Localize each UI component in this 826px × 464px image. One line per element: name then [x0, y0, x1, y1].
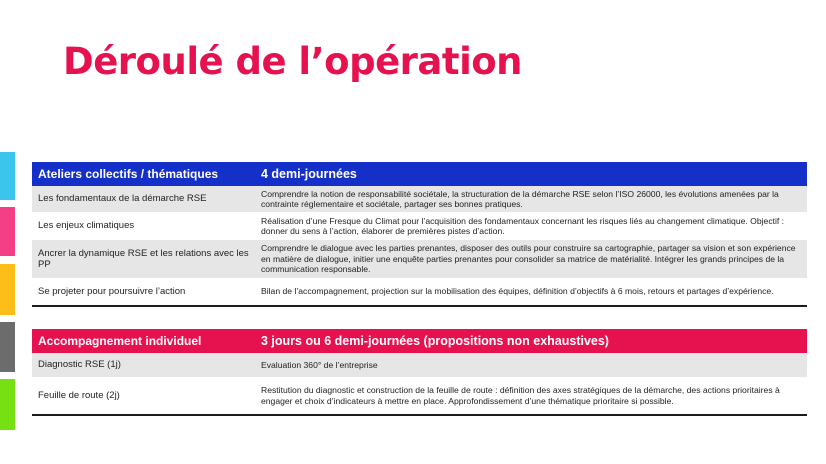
table-row — [32, 353, 807, 377]
sidebar-color-bar-cyan — [0, 152, 15, 200]
sidebar-color-bar-gray — [0, 322, 15, 372]
header-collective-workshops: Ateliers collectifs / thématiques — [32, 162, 255, 186]
header-duration: 3 jours ou 6 demi-journées (propositions non exhaustives) — [255, 329, 807, 353]
header-individual-support: Accompagnement individuel — [32, 329, 255, 353]
table-row — [32, 377, 807, 415]
sidebar-color-bar-green — [0, 379, 15, 430]
row-description: Réalisation d’une Fresque du Climat pour l’acquisition des fondamentaux concernant les risques liés au changement climatique. Objectif : donner du sens à l’action, élaborer de premières pistes d’action. — [255, 212, 807, 240]
page-title: Déroulé de l’opération — [63, 40, 523, 83]
row-description: Comprendre le dialogue avec les parties prenantes, disposer des outils pour construire sa cartographie, partager sa vision et son expérience en matière de dialogue, initier une enquête parties prenantes pour consolider sa matrice de matérialité. Intégrer les grands principes de la communication responsable. — [255, 240, 807, 278]
table-row — [32, 212, 807, 240]
row-label: Diagnostic RSE (1j) — [32, 353, 255, 377]
row-label: Ancrer la dynamique RSE et les relations avec les PP — [32, 240, 255, 278]
table-header-row — [32, 329, 807, 353]
table-header-row — [32, 162, 807, 186]
row-description: Evaluation 360° de l’entreprise — [255, 353, 807, 377]
individual-support-table — [32, 329, 807, 416]
row-description: Bilan de l’accompagnement, projection sur la mobilisation des équipes, définition d’objectifs à 6 mois, retours et partages d’expérience. — [255, 278, 807, 306]
row-label: Se projeter pour poursuivre l’action — [32, 278, 255, 306]
table-row — [32, 186, 807, 212]
collective-workshops-table — [32, 162, 807, 307]
row-description: Comprendre la notion de responsabilité sociétale, la structuration de la démarche RSE selon l’ISO 26000, les évolutions amenées par la contrainte réglementaire et sociétale, partager ses bonnes pratiques. — [255, 186, 807, 212]
row-label: Les fondamentaux de la démarche RSE — [32, 186, 255, 212]
row-label: Feuille de route (2j) — [32, 377, 255, 415]
row-description: Restitution du diagnostic et construction de la feuille de route : définition des axes stratégiques de la démarche, des actions prioritaires à engager et choix d’indicateurs à mettre en place. Approfondissement d’une thématique prioritaire si possible. — [255, 377, 807, 415]
header-half-days: 4 demi-journées — [255, 162, 807, 186]
table-row — [32, 240, 807, 278]
sidebar-color-bar-pink — [0, 207, 15, 256]
row-label: Les enjeux climatiques — [32, 212, 255, 240]
sidebar-color-bar-yellow — [0, 264, 15, 315]
table-row — [32, 278, 807, 306]
